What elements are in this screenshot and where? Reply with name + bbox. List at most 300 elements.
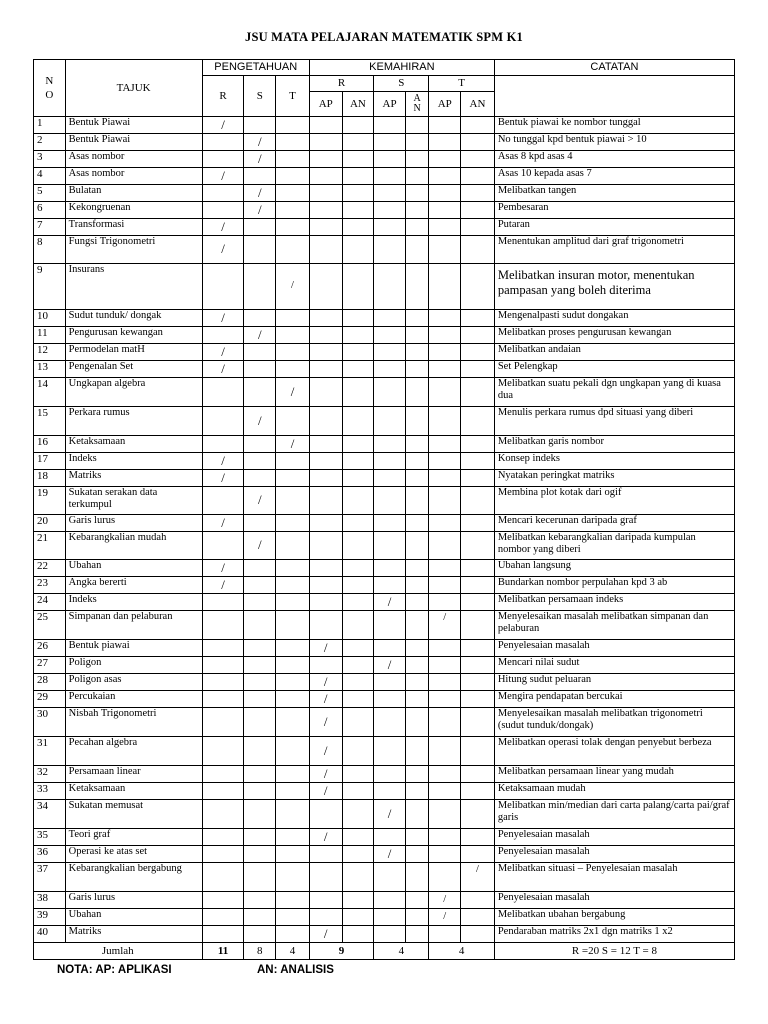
header-kemahiran: KEMAHIRAN — [309, 60, 494, 76]
row-tajuk: Asas nombor — [65, 151, 202, 168]
cell-rAN — [342, 532, 374, 560]
row-no: 32 — [34, 766, 66, 783]
mark-rAP: / — [309, 926, 342, 943]
row-catatan: Mengenalpasti sudut dongakan — [494, 310, 734, 327]
cell-tAN — [461, 532, 495, 560]
cell-sAN — [405, 640, 429, 657]
cell-rAP — [309, 117, 342, 134]
cell-pR — [202, 378, 244, 407]
cell-sAP — [374, 151, 406, 168]
mark-rAP: / — [309, 691, 342, 708]
cell-rAN — [342, 436, 374, 453]
mark-sAP: / — [374, 800, 406, 829]
cell-sAP — [374, 327, 406, 344]
row-tajuk: Garis lurus — [65, 892, 202, 909]
cell-tAP — [429, 151, 461, 168]
cell-pS — [244, 310, 276, 327]
cell-rAN — [342, 846, 374, 863]
cell-pR — [202, 436, 244, 453]
cell-rAN — [342, 829, 374, 846]
row-catatan: Membina plot kotak dari ogif — [494, 487, 734, 515]
cell-sAN — [405, 863, 429, 892]
table-row — [34, 892, 735, 909]
row-tajuk: Poligon asas — [65, 674, 202, 691]
mark-rAP: / — [309, 829, 342, 846]
cell-rAN — [342, 236, 374, 264]
total-k-t: 4 — [429, 943, 494, 960]
cell-rAP — [309, 236, 342, 264]
row-catatan: Bentuk piawai ke nombor tunggal — [494, 117, 734, 134]
cell-sAP — [374, 892, 406, 909]
total-label: Jumlah — [34, 943, 203, 960]
cell-pR — [202, 640, 244, 657]
note-ap: NOTA: AP: APLIKASI — [57, 964, 172, 976]
mark-pS: / — [244, 532, 276, 560]
cell-pS — [244, 577, 276, 594]
total-p-t: 4 — [276, 943, 310, 960]
cell-tAN — [461, 577, 495, 594]
cell-pS — [244, 708, 276, 737]
mark-pR: / — [202, 560, 244, 577]
total-p-s: 8 — [244, 943, 276, 960]
row-catatan: Penyelesaian masalah — [494, 829, 734, 846]
cell-pT — [276, 863, 310, 892]
row-no: 28 — [34, 674, 66, 691]
cell-pS — [244, 800, 276, 829]
cell-tAP — [429, 487, 461, 515]
mark-rAP: / — [309, 766, 342, 783]
cell-pS — [244, 737, 276, 766]
cell-rAN — [342, 863, 374, 892]
table-row — [34, 436, 735, 453]
header-s-ap: AP — [374, 92, 406, 117]
cell-rAP — [309, 134, 342, 151]
cell-pT — [276, 708, 310, 737]
row-tajuk: Perkara rumus — [65, 407, 202, 436]
cell-sAN — [405, 577, 429, 594]
row-no: 34 — [34, 800, 66, 829]
cell-pT — [276, 151, 310, 168]
mark-tAP: / — [429, 909, 461, 926]
row-tajuk: Poligon — [65, 657, 202, 674]
cell-rAN — [342, 219, 374, 236]
cell-sAP — [374, 310, 406, 327]
mark-pS: / — [244, 185, 276, 202]
row-tajuk: Insurans — [65, 264, 202, 310]
mark-pT: / — [276, 436, 310, 453]
cell-tAN — [461, 185, 495, 202]
cell-tAP — [429, 926, 461, 943]
cell-tAP — [429, 236, 461, 264]
row-catatan: Bundarkan nombor perpulahan kpd 3 ab — [494, 577, 734, 594]
cell-rAN — [342, 453, 374, 470]
table-row — [34, 470, 735, 487]
cell-pT — [276, 515, 310, 532]
row-no: 29 — [34, 691, 66, 708]
header-tajuk: TAJUK — [65, 60, 202, 117]
cell-sAP — [374, 453, 406, 470]
cell-tAN — [461, 361, 495, 378]
cell-pT — [276, 766, 310, 783]
table-row — [34, 863, 735, 892]
row-tajuk: Permodelan matH — [65, 344, 202, 361]
header-t-an: AN — [461, 92, 495, 117]
cell-pS — [244, 594, 276, 611]
cell-tAN — [461, 708, 495, 737]
cell-pR — [202, 594, 244, 611]
cell-sAP — [374, 487, 406, 515]
cell-rAP — [309, 202, 342, 219]
cell-tAN — [461, 327, 495, 344]
row-tajuk: Simpanan dan pelaburan — [65, 611, 202, 640]
cell-tAP — [429, 560, 461, 577]
row-no: 7 — [34, 219, 66, 236]
cell-tAP — [429, 219, 461, 236]
cell-rAN — [342, 909, 374, 926]
row-no: 20 — [34, 515, 66, 532]
cell-pT — [276, 134, 310, 151]
mark-pS: / — [244, 487, 276, 515]
row-tajuk: Angka bererti — [65, 577, 202, 594]
row-tajuk: Bulatan — [65, 185, 202, 202]
cell-sAP — [374, 185, 406, 202]
cell-sAP — [374, 117, 406, 134]
row-no: 5 — [34, 185, 66, 202]
cell-tAN — [461, 560, 495, 577]
cell-sAN — [405, 674, 429, 691]
cell-pR — [202, 691, 244, 708]
cell-pR — [202, 657, 244, 674]
cell-pT — [276, 800, 310, 829]
header-pengetahuan-t: T — [276, 76, 310, 117]
row-tajuk: Teori graf — [65, 829, 202, 846]
header-kemahiran-s: S — [374, 76, 429, 92]
cell-sAP — [374, 219, 406, 236]
table-row — [34, 532, 735, 560]
cell-tAN — [461, 264, 495, 310]
mark-tAP: / — [429, 611, 461, 640]
cell-sAP — [374, 264, 406, 310]
cell-tAP — [429, 708, 461, 737]
cell-rAN — [342, 892, 374, 909]
cell-pS — [244, 515, 276, 532]
cell-pR — [202, 611, 244, 640]
cell-rAN — [342, 378, 374, 407]
row-tajuk: Ketaksamaan — [65, 783, 202, 800]
header-catatan: CATATAN — [494, 60, 734, 76]
row-catatan: Melibatkan persamaan linear yang mudah — [494, 766, 734, 783]
row-tajuk: Ubahan — [65, 909, 202, 926]
cell-rAN — [342, 708, 374, 737]
cell-pT — [276, 691, 310, 708]
row-catatan: Melibatkan andaian — [494, 344, 734, 361]
row-no: 36 — [34, 846, 66, 863]
row-no: 22 — [34, 560, 66, 577]
mark-rAP: / — [309, 708, 342, 737]
mark-pR: / — [202, 219, 244, 236]
cell-tAN — [461, 436, 495, 453]
row-tajuk: Bentuk piawai — [65, 640, 202, 657]
cell-sAN — [405, 117, 429, 134]
cell-tAP — [429, 453, 461, 470]
cell-sAN — [405, 236, 429, 264]
mark-pT: / — [276, 378, 310, 407]
cell-tAN — [461, 487, 495, 515]
cell-sAP — [374, 560, 406, 577]
cell-sAN — [405, 407, 429, 436]
row-catatan: Penyelesaian masalah — [494, 892, 734, 909]
cell-tAN — [461, 657, 495, 674]
cell-rAN — [342, 611, 374, 640]
cell-sAN — [405, 470, 429, 487]
row-no: 6 — [34, 202, 66, 219]
table-row — [34, 640, 735, 657]
cell-tAN — [461, 168, 495, 185]
cell-sAN — [405, 515, 429, 532]
row-catatan: Pembesaran — [494, 202, 734, 219]
row-tajuk: Nisbah Trigonometri — [65, 708, 202, 737]
cell-tAP — [429, 264, 461, 310]
cell-rAN — [342, 168, 374, 185]
cell-pT — [276, 611, 310, 640]
row-catatan: Menentukan amplitud dari graf trigonometri — [494, 236, 734, 264]
cell-pR — [202, 202, 244, 219]
cell-rAN — [342, 470, 374, 487]
cell-sAP — [374, 926, 406, 943]
row-tajuk: Indeks — [65, 453, 202, 470]
cell-tAN — [461, 151, 495, 168]
row-tajuk: Matriks — [65, 470, 202, 487]
table-row — [34, 117, 735, 134]
row-no: 18 — [34, 470, 66, 487]
mark-rAP: / — [309, 737, 342, 766]
table-row — [34, 674, 735, 691]
cell-tAP — [429, 640, 461, 657]
cell-rAP — [309, 470, 342, 487]
cell-pS — [244, 892, 276, 909]
row-tajuk: Matriks — [65, 926, 202, 943]
cell-pS — [244, 264, 276, 310]
cell-pS — [244, 640, 276, 657]
row-no: 2 — [34, 134, 66, 151]
row-catatan: Set Pelengkap — [494, 361, 734, 378]
table-row — [34, 708, 735, 737]
cell-sAN — [405, 327, 429, 344]
table-row — [34, 560, 735, 577]
cell-sAN — [405, 219, 429, 236]
row-catatan: Melibatkan insuran motor, menentukan pampasan yang boleh diterima — [494, 264, 734, 310]
cell-pT — [276, 327, 310, 344]
cell-sAP — [374, 611, 406, 640]
cell-rAP — [309, 611, 342, 640]
row-no: 14 — [34, 378, 66, 407]
row-no: 23 — [34, 577, 66, 594]
cell-pS — [244, 470, 276, 487]
cell-rAN — [342, 560, 374, 577]
cell-tAN — [461, 310, 495, 327]
mark-pR: / — [202, 453, 244, 470]
cell-tAP — [429, 361, 461, 378]
cell-pT — [276, 470, 310, 487]
row-no: 31 — [34, 737, 66, 766]
cell-tAP — [429, 117, 461, 134]
table-row — [34, 829, 735, 846]
cell-tAN — [461, 640, 495, 657]
cell-sAN — [405, 361, 429, 378]
cell-pR — [202, 783, 244, 800]
cell-rAN — [342, 594, 374, 611]
cell-pR — [202, 708, 244, 737]
cell-pS — [244, 611, 276, 640]
mark-sAP: / — [374, 846, 406, 863]
row-tajuk: Kebarangkalian mudah — [65, 532, 202, 560]
cell-pS — [244, 560, 276, 577]
document-title: JSU MATA PELAJARAN MATEMATIK SPM K1 — [245, 30, 523, 44]
cell-pS — [244, 436, 276, 453]
header-t-ap: AP — [429, 92, 461, 117]
cell-pS — [244, 117, 276, 134]
row-catatan: Asas 8 kpd asas 4 — [494, 151, 734, 168]
cell-pS — [244, 361, 276, 378]
cell-tAN — [461, 117, 495, 134]
cell-rAP — [309, 378, 342, 407]
footnote — [57, 964, 334, 976]
table-row — [34, 737, 735, 766]
cell-pS — [244, 453, 276, 470]
cell-tAP — [429, 134, 461, 151]
row-catatan: Mencari kecerunan daripada graf — [494, 515, 734, 532]
cell-rAN — [342, 185, 374, 202]
header-pengetahuan-r: R — [202, 76, 244, 117]
row-tajuk: Fungsi Trigonometri — [65, 236, 202, 264]
cell-sAP — [374, 737, 406, 766]
cell-rAP — [309, 436, 342, 453]
cell-pR — [202, 829, 244, 846]
row-tajuk: Sukatan serakan data terkumpul — [65, 487, 202, 515]
cell-pT — [276, 117, 310, 134]
mark-rAP: / — [309, 640, 342, 657]
row-tajuk: Sudut tunduk/ dongak — [65, 310, 202, 327]
cell-rAP — [309, 327, 342, 344]
row-tajuk: Pecahan algebra — [65, 737, 202, 766]
cell-pT — [276, 657, 310, 674]
cell-pT — [276, 202, 310, 219]
jsu-table — [33, 59, 735, 960]
cell-sAN — [405, 487, 429, 515]
cell-pS — [244, 236, 276, 264]
row-tajuk: Pengurusan kewangan — [65, 327, 202, 344]
row-catatan: Menyelesaikan masalah melibatkan trigonometri (sudut tunduk/dongak) — [494, 708, 734, 737]
cell-sAN — [405, 611, 429, 640]
row-catatan: Pendaraban matriks 2x1 dgn matriks 1 x2 — [494, 926, 734, 943]
table-row — [34, 361, 735, 378]
cell-pS — [244, 378, 276, 407]
row-catatan: Hitung sudut peluaran — [494, 674, 734, 691]
cell-pS — [244, 344, 276, 361]
cell-rAP — [309, 219, 342, 236]
cell-sAP — [374, 378, 406, 407]
cell-pR — [202, 327, 244, 344]
cell-sAP — [374, 909, 406, 926]
cell-rAP — [309, 892, 342, 909]
cell-rAP — [309, 577, 342, 594]
cell-rAN — [342, 407, 374, 436]
cell-sAP — [374, 577, 406, 594]
cell-pT — [276, 361, 310, 378]
header-kemahiran-r: R — [309, 76, 373, 92]
cell-pR — [202, 892, 244, 909]
cell-pS — [244, 863, 276, 892]
cell-pT — [276, 453, 310, 470]
row-catatan: Menulis perkara rumus dpd situasi yang diberi — [494, 407, 734, 436]
cell-sAN — [405, 134, 429, 151]
table-row — [34, 310, 735, 327]
cell-rAP — [309, 361, 342, 378]
cell-rAN — [342, 487, 374, 515]
cell-tAP — [429, 800, 461, 829]
cell-sAP — [374, 236, 406, 264]
cell-pS — [244, 783, 276, 800]
table-row — [34, 487, 735, 515]
cell-pT — [276, 640, 310, 657]
header-kemahiran-t: T — [429, 76, 494, 92]
cell-pR — [202, 407, 244, 436]
table-row — [34, 800, 735, 829]
mark-pS: / — [244, 407, 276, 436]
table-row — [34, 344, 735, 361]
cell-rAP — [309, 453, 342, 470]
mark-pR: / — [202, 344, 244, 361]
cell-rAN — [342, 691, 374, 708]
cell-pT — [276, 236, 310, 264]
cell-sAP — [374, 640, 406, 657]
cell-rAP — [309, 532, 342, 560]
cell-sAN — [405, 691, 429, 708]
cell-pS — [244, 846, 276, 863]
row-no: 27 — [34, 657, 66, 674]
row-no: 24 — [34, 594, 66, 611]
cell-rAN — [342, 766, 374, 783]
cell-tAP — [429, 783, 461, 800]
cell-pT — [276, 909, 310, 926]
cell-pR — [202, 487, 244, 515]
cell-pT — [276, 577, 310, 594]
row-no: 30 — [34, 708, 66, 737]
row-catatan: Melibatkan operasi tolak dengan penyebut berbeza — [494, 737, 734, 766]
table-row — [34, 378, 735, 407]
mark-pR: / — [202, 361, 244, 378]
cell-rAP — [309, 657, 342, 674]
cell-tAN — [461, 892, 495, 909]
cell-tAN — [461, 202, 495, 219]
table-row — [34, 185, 735, 202]
cell-pS — [244, 691, 276, 708]
cell-pR — [202, 926, 244, 943]
cell-tAN — [461, 344, 495, 361]
cell-tAP — [429, 674, 461, 691]
row-no: 38 — [34, 892, 66, 909]
row-no: 26 — [34, 640, 66, 657]
cell-sAP — [374, 783, 406, 800]
row-no: 3 — [34, 151, 66, 168]
cell-pS — [244, 926, 276, 943]
cell-tAP — [429, 344, 461, 361]
cell-rAN — [342, 577, 374, 594]
cell-sAP — [374, 708, 406, 737]
cell-pS — [244, 829, 276, 846]
cell-tAN — [461, 515, 495, 532]
cell-sAP — [374, 691, 406, 708]
